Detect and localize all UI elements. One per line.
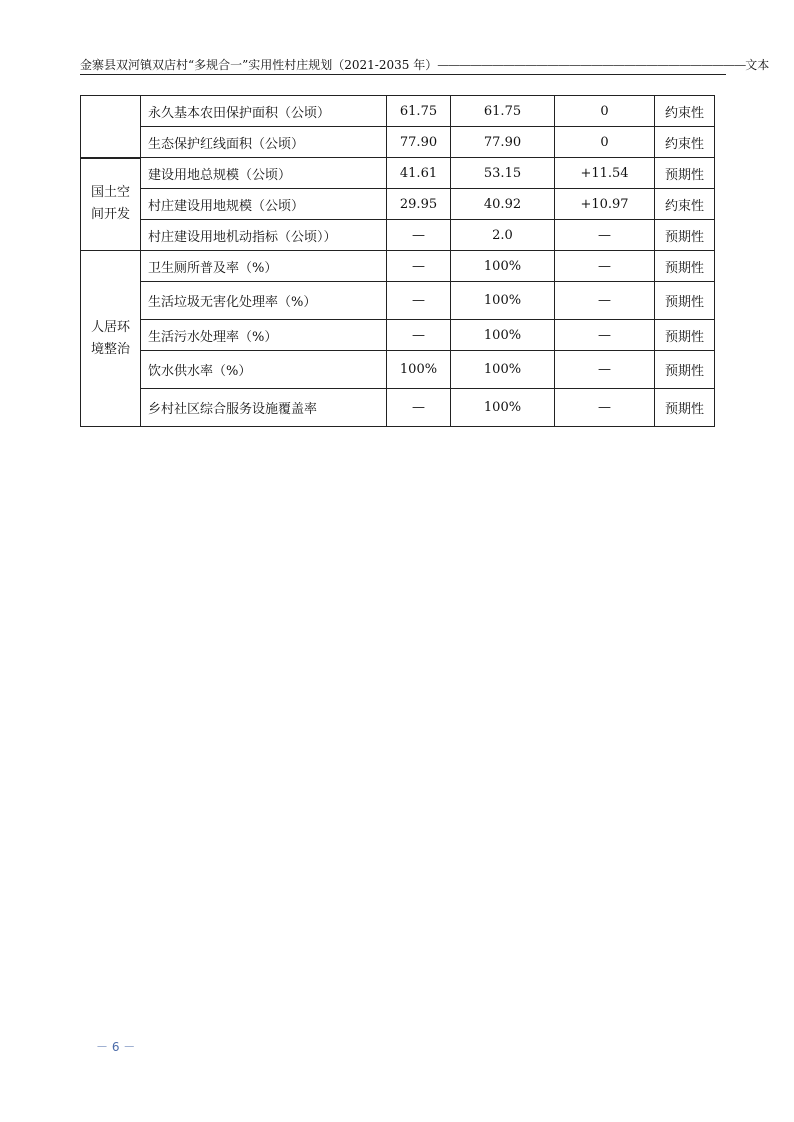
- table-row: [81, 220, 715, 251]
- target-value: 53.15: [451, 158, 555, 189]
- change-value: —: [555, 251, 655, 282]
- indicator-nature: 预期性: [655, 251, 715, 282]
- base-value: —: [387, 389, 451, 427]
- base-value: 61.75: [387, 96, 451, 127]
- header-rule: ————————————————————————————: [437, 58, 746, 72]
- target-value: 2.0: [451, 220, 555, 251]
- indicator-name: 生态保护红线面积（公顷）: [141, 127, 387, 158]
- indicator-nature: 预期性: [655, 389, 715, 427]
- table-row: [81, 96, 715, 127]
- change-value: —: [555, 351, 655, 389]
- change-value: 0: [555, 127, 655, 158]
- table-row: [81, 189, 715, 220]
- change-value: —: [555, 320, 655, 351]
- base-value: —: [387, 251, 451, 282]
- indicator-nature: 预期性: [655, 320, 715, 351]
- indicator-name: 永久基本农田保护面积（公顷）: [141, 96, 387, 127]
- base-value: —: [387, 282, 451, 320]
- target-value: 100%: [451, 389, 555, 427]
- change-value: —: [555, 389, 655, 427]
- table-row: [81, 127, 715, 158]
- change-value: 0: [555, 96, 655, 127]
- indicator-nature: 预期性: [655, 158, 715, 189]
- indicator-name: 生活污水处理率（%）: [141, 320, 387, 351]
- category-cell-continued: [81, 96, 141, 158]
- indicator-nature: 预期性: [655, 220, 715, 251]
- indicator-name: 建设用地总规模（公顷）: [141, 158, 387, 189]
- indicator-nature: 预期性: [655, 282, 715, 320]
- indicator-name: 村庄建设用地规模（公顷）: [141, 189, 387, 220]
- change-value: +11.54: [555, 158, 655, 189]
- change-value: —: [555, 282, 655, 320]
- indicator-nature: 约束性: [655, 127, 715, 158]
- base-value: 100%: [387, 351, 451, 389]
- base-value: 29.95: [387, 189, 451, 220]
- table-row: [81, 320, 715, 351]
- target-value: 61.75: [451, 96, 555, 127]
- table-row: [81, 282, 715, 320]
- document-title: 金寨县双河镇双店村“多规合一”实用性村庄规划（2021-2035 年）: [80, 58, 438, 72]
- target-value: 100%: [451, 251, 555, 282]
- target-value: 77.90: [451, 127, 555, 158]
- change-value: +10.97: [555, 189, 655, 220]
- indicator-name: 卫生厕所普及率（%）: [141, 251, 387, 282]
- target-value: 100%: [451, 351, 555, 389]
- planning-indicators-table: [80, 95, 715, 427]
- indicator-name: 生活垃圾无害化处理率（%）: [141, 282, 387, 320]
- document-type-label: 文本: [745, 58, 770, 72]
- base-value: 41.61: [387, 158, 451, 189]
- table-row: [81, 389, 715, 427]
- category-land-development: 国土空间开发: [81, 158, 141, 251]
- target-value: 100%: [451, 320, 555, 351]
- table-row: [81, 158, 715, 189]
- target-value: 40.92: [451, 189, 555, 220]
- table-row: [81, 251, 715, 282]
- page-header: [80, 58, 770, 75]
- indicator-nature: 约束性: [655, 189, 715, 220]
- indicator-nature: 约束性: [655, 96, 715, 127]
- change-value: —: [555, 220, 655, 251]
- page-number: － 6 －: [96, 1040, 136, 1054]
- base-value: —: [387, 320, 451, 351]
- indicator-name: 乡村社区综合服务设施覆盖率: [141, 389, 387, 427]
- target-value: 100%: [451, 282, 555, 320]
- indicator-name: 饮水供水率（%）: [141, 351, 387, 389]
- table-row: [81, 351, 715, 389]
- indicator-name: 村庄建设用地机动指标（公顷））: [141, 220, 387, 251]
- base-value: 77.90: [387, 127, 451, 158]
- base-value: —: [387, 220, 451, 251]
- category-living-environment: 人居环境整治: [81, 251, 141, 427]
- indicator-nature: 预期性: [655, 351, 715, 389]
